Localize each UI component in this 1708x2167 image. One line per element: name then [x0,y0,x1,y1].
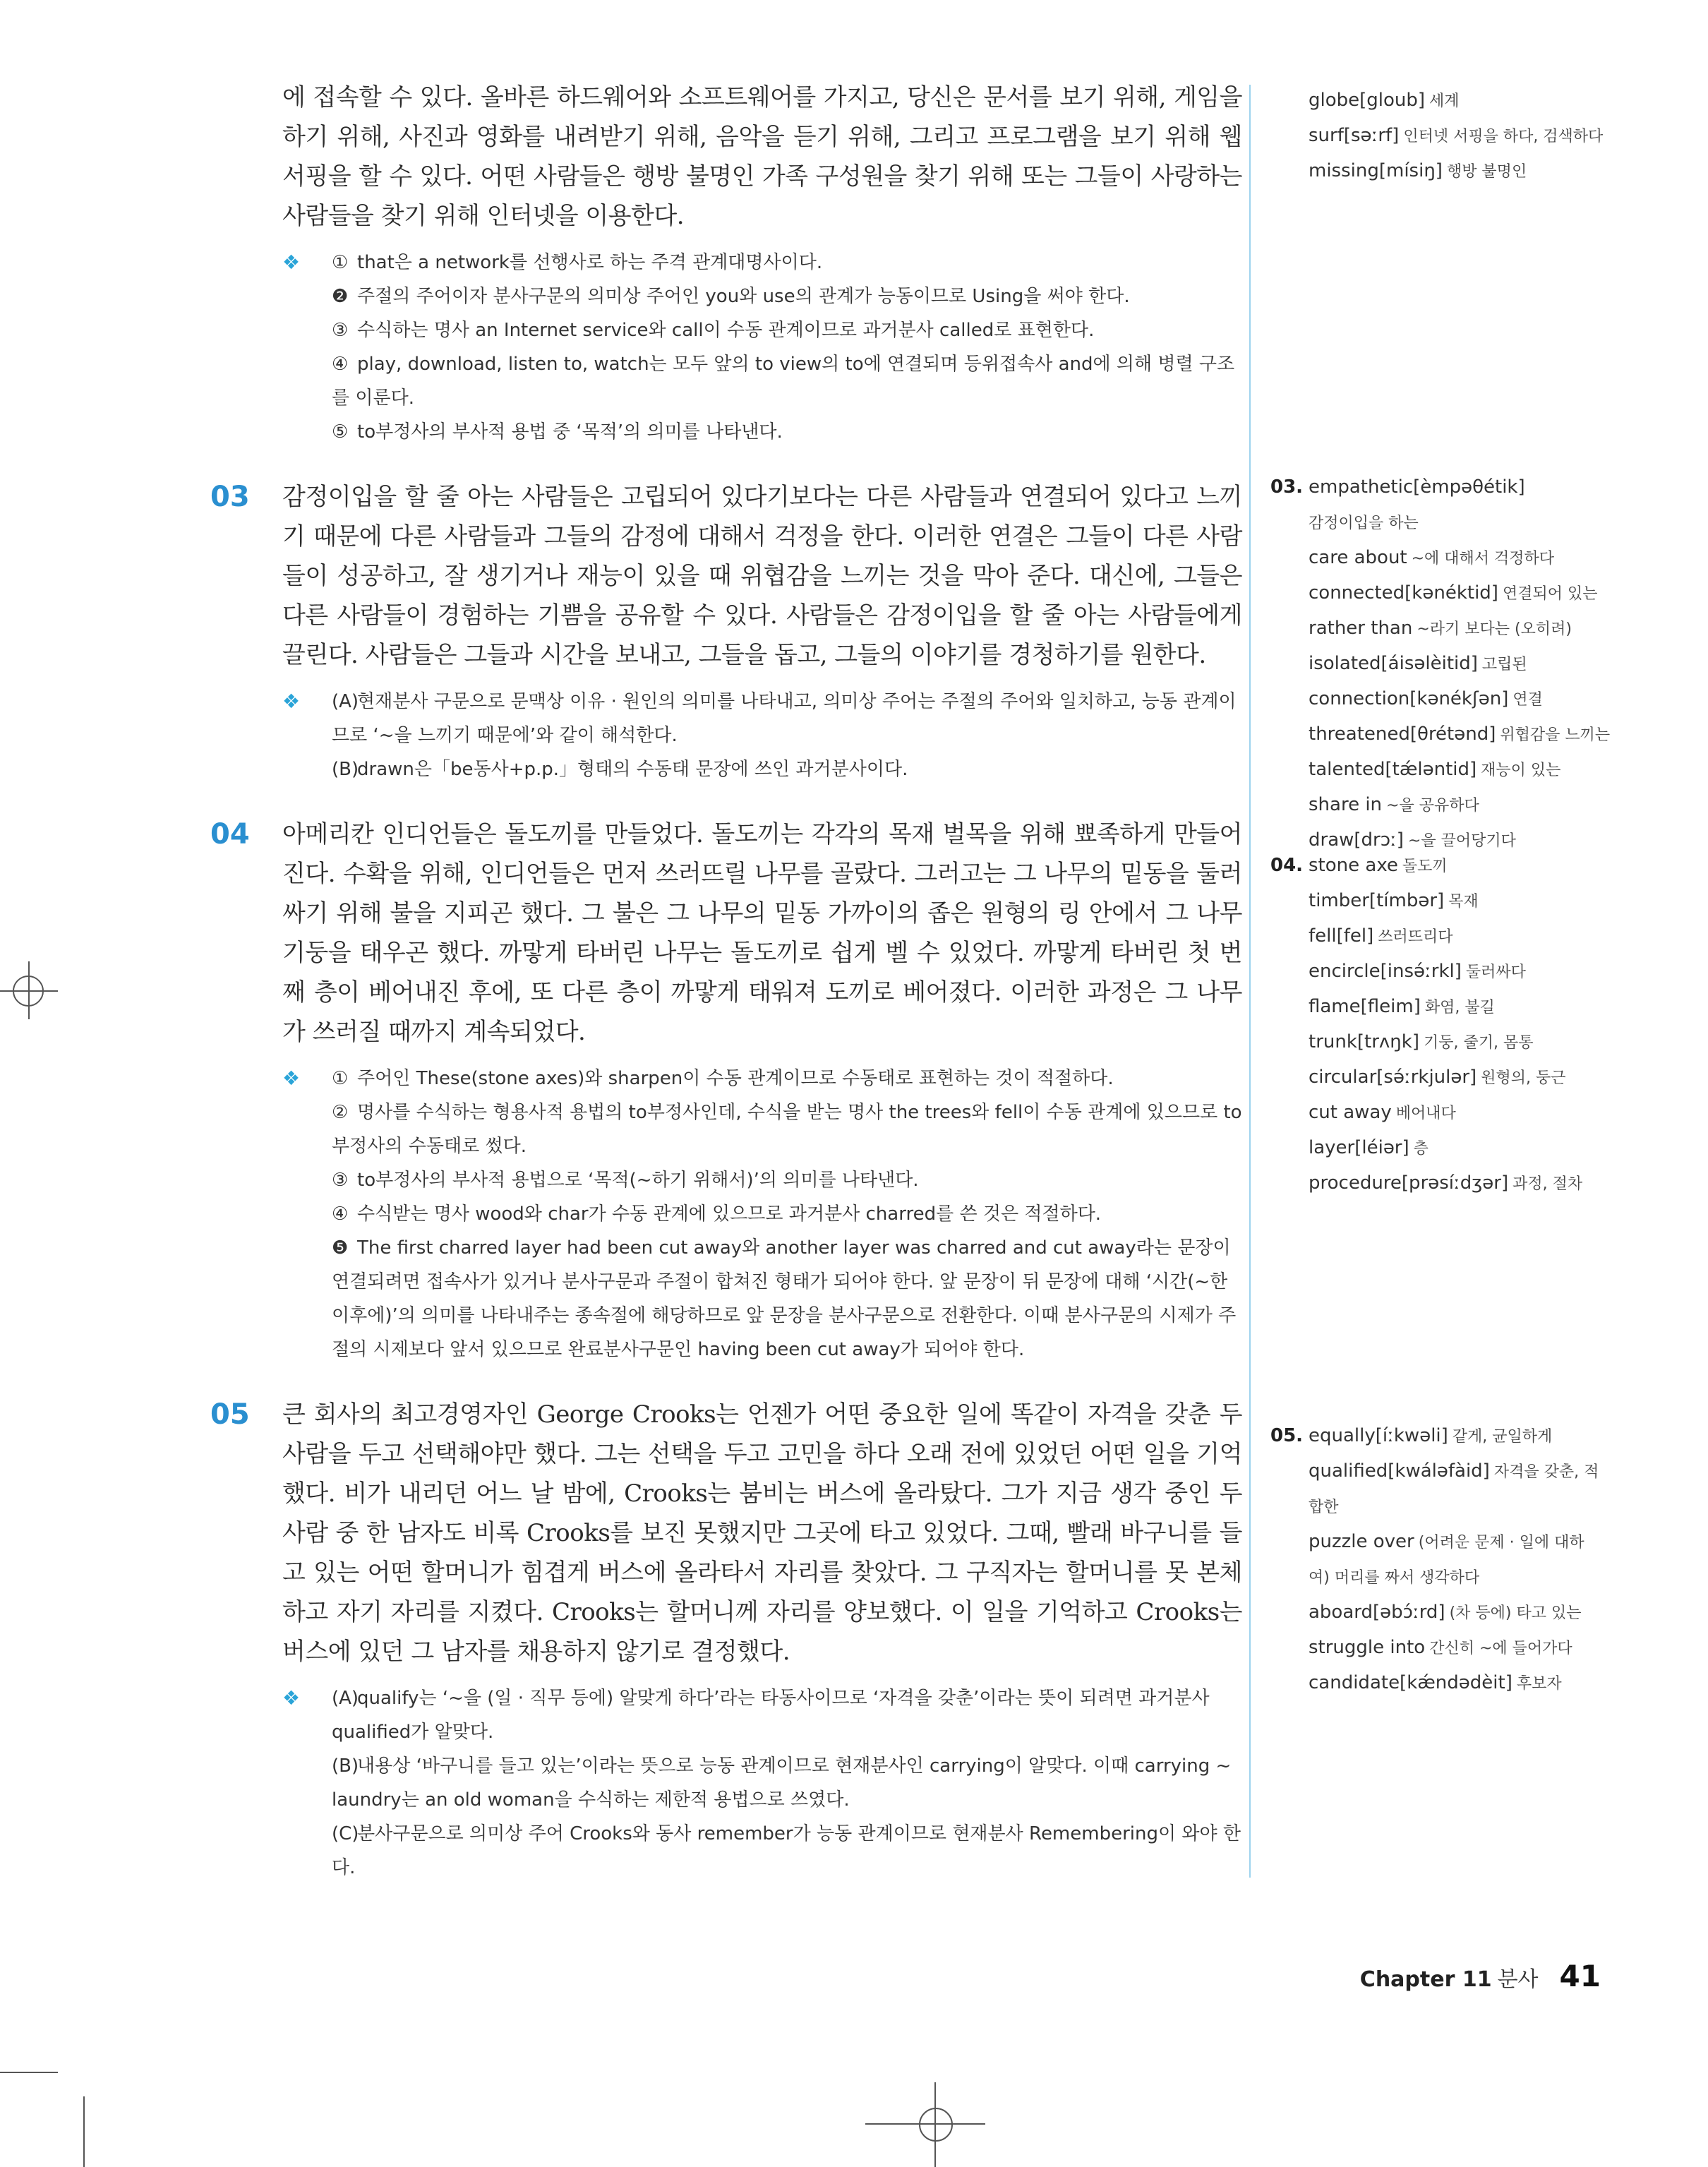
vocab-item: globe[gloub] 세계 [1309,90,1460,111]
note-item: ④ 수식받는 명사 wood와 char가 수동 관계에 있으므로 과거분사 charred를 쓴 것은 적절하다. [332,1203,1102,1225]
note-item: ⑤ to부정사의 부사적 용법 중 ‘목적’의 의미를 나타낸다. [332,421,783,443]
section-05 [210,1395,1242,1885]
note-item: ❷ 주절의 주어이자 분사구문의 의미상 주어인 you와 use의 관계가 능동이므로 Using을 써야 한다. [332,286,1130,307]
note-item: ④ play, download, listen to, watch는 모두 앞의 to view의 to에 연결되며 등위접속사 and에 의해 병렬 구조를 이룬다. [332,354,1235,409]
vocab-item: isolated[áisəlèitid] 고립된 [1309,653,1527,674]
vocab-item: cut away 베어내다 [1309,1102,1456,1123]
column-divider [1249,85,1251,1878]
section-notes [282,1681,1242,1885]
vocab-item: puzzle over (어려운 문제 · 일에 대하 [1309,1531,1584,1552]
crop-mark [0,2072,58,2073]
section-paragraph: 아메리칸 인디언들은 돌도끼를 만들었다. 돌도끼는 각각의 목재 벌목을 위해 뾰족하게 만들어진다. 수확을 위해, 인디언들은 먼저 쓰러뜨릴 나무를 골랐다. 그러고는 그 나무의 밑동을 둘러싸기 위해 불을 지피곤 했다. 그 불은 그 나무의 밑동 가까이의 좁은 원형의 링 안에서 그 나무 기둥을 태우곤 했다. 까맣게 타버린 나무는 돌도끼로 쉽게 벨 수 있었다. 까맣게 타버린 첫 번째 층이 베어내진 후에, 또 다른 층이 까맣게 태워져 도끼로 베어졌다. 이러한 과정은 그 나무가 쓰러질 때까지 계속되었다. [282,820,1242,1046]
vocab-item: timber[tímbər] 목재 [1309,890,1479,911]
main-content [210,78,1242,1885]
section-04 [210,815,1242,1367]
chapter-topic: 분사 [1497,1967,1539,1992]
diamond-bullet-icon: ❖ [282,1686,301,1710]
section-paragraph: 큰 회사의 최고경영자인 George Crooks는 언젠가 어떤 중요한 일에 똑같이 자격을 갖춘 두 사람을 두고 선택해야만 했다. 그는 선택을 두고 고민을 하다 오래 전에 있었던 어떤 일을 기억했다. 비가 내리던 어느 날 밤에, Crooks는 붐비는 버스에 올라탔다. 그가 지금 생각 중인 두 사람 중 한 남자도 비록 Crooks를 보진 못했지만 그곳에 타고 있었다. 그때, 빨래 바구니를 들고 있는 어떤 할머니가 힘겹게 버스에 올라타서 자리를 찾았다. 그 구직자는 할머니를 못 본체하고 자기 자리를 지켰다. Crooks는 할머니께 자리를 양보했다. 이 일을 기억하고 Crooks는 버스에 있던 그 남자를 채용하지 않기로 결정했다. [282,1400,1242,1666]
vocab-item: aboard[əbɔ́ːrd] (차 등에) 타고 있는 [1309,1602,1582,1623]
vocab-item: procedure[prəsíːdʒər] 과정, 절차 [1309,1172,1583,1194]
section-number: 03 [210,481,250,513]
section-paragraph: 감정이입을 할 줄 아는 사람들은 고립되어 있다기보다는 다른 사람들과 연결되어 있다고 느끼기 때문에 다른 사람들과 그들의 감정에 대해서 걱정을 한다. 이러한 연결은 그들이 다른 사람들이 성공하고, 잘 생기거나 재능이 있을 때 위협감을 느끼는 것을 막아 준다. 대신에, 그들은 다른 사람들이 경험하는 기쁨을 공유할 수 있다. 사람들은 감정이입을 할 줄 아는 사람들에게 끌린다. 사람들은 그들과 시간을 보내고, 그들을 돕고, 그들의 이야기를 경청하기를 원한다. [282,483,1242,669]
page-number: 41 [1559,1959,1601,1993]
intro-section [282,78,1242,449]
vocab-item: layer[léiər] 층 [1309,1137,1429,1158]
vocab-intro [1270,83,1603,189]
intro-paragraph: 에 접속할 수 있다. 올바른 하드웨어와 소프트웨어를 가지고, 당신은 문서를 보기 위해, 게임을 하기 위해, 사진과 영화를 내려받기 위해, 음악을 듣기 위해, 그리고 프로그램을 보기 위해 웹서핑을 할 수 있다. 어떤 사람들은 행방 불명인 가족 구성원을 찾기 위해 또는 그들이 사랑하는 사람들을 찾기 위해 인터넷을 이용한다. [282,83,1242,230]
vocab-item: trunk[trʌŋk] 기둥, 줄기, 몸통 [1309,1031,1534,1052]
vocab-item: 감정이입을 하는 [1309,515,1419,532]
vocab-item: rather than ~라기 보다는 (오히려) [1309,618,1572,639]
vocab-item: connected[kənéktid] 연결되어 있는 [1309,582,1598,604]
page-footer [1360,1959,1601,1993]
section-number: 05 [210,1398,250,1431]
vocab-item: 03. empathetic[èmpəθétik] [1270,476,1525,498]
section-number: 04 [210,818,250,851]
vocab-03 [1270,470,1610,858]
chapter-label: Chapter 11 [1359,1967,1492,1992]
vocab-item: circular[sə́ːrkjulər] 원형의, 둥근 [1309,1067,1566,1088]
note-item: (C)분사구문으로 의미상 주어 Crooks와 동사 remember가 능동 관계이므로 현재분사 Remembering이 와야 한다. [332,1823,1241,1878]
note-item: ② 명사를 수식하는 형용사적 용법의 to부정사인데, 수식을 받는 명사 the trees와 fell이 수동 관계에 있으므로 to부정사의 수동태로 썼다. [332,1102,1242,1157]
note-item: (B)내용상 ‘바구니를 들고 있는’이라는 뜻으로 능동 관계이므로 현재분사인 carrying이 알맞다. 이때 carrying ~ laundry는 an old woman을 수식하는 제한적 용법으로 쓰였다. [332,1755,1232,1811]
note-item: ❖ (A)qualify는 ‘~을 (일 · 직무 등에) 알맞게 하다’라는 타동사이므로 ‘자격을 갖춘’이라는 뜻이 되려면 과거분사 qualified가 알맞다. [282,1681,1242,1749]
note-item: ❖ ① 주어인 These(stone axes)와 sharpen이 수동 관계이므로 수동태로 표현하는 것이 적절하다. [282,1062,1242,1095]
vocab-item: connection[kənékʃən] 연결 [1309,688,1543,709]
section-notes [282,1062,1242,1367]
vocab-item: flame[fleim] 화염, 불길 [1309,996,1495,1017]
vocab-item: 04. stone axe 돌도끼 [1270,855,1448,876]
vocab-item: struggle into 간신히 ~에 들어가다 [1309,1637,1572,1658]
intro-notes [282,246,1242,449]
vocab-item: encircle[insə́ːrkl] 둘러싸다 [1309,961,1526,982]
vocab-item: draw[drɔː] ~을 끌어당기다 [1309,829,1516,851]
crop-mark [83,2096,85,2167]
vocab-item: fell[fel] 쓰러뜨리다 [1309,925,1453,947]
vocab-item: 05. equally[íːkwəli] 같게, 균일하게 [1270,1425,1553,1446]
vocab-item: talented[tǽləntid] 재능이 있는 [1309,759,1561,780]
vocab-item: threatened[θrétənd] 위협감을 느끼는 [1309,724,1611,745]
diamond-bullet-icon: ❖ [282,251,301,274]
note-item: (B)drawn은「be동사+p.p.」형태의 수동태 문장에 쓰인 과거분사이다. [332,759,908,780]
note-item: ③ 수식하는 명사 an Internet service와 call이 수동 관계이므로 과거분사 called로 표현한다. [332,320,1095,341]
vocab-item: 여) 머리를 짜서 생각하다 [1309,1569,1480,1587]
registration-mark-icon [919,2108,953,2142]
vocab-item: share in ~을 공유하다 [1309,794,1479,815]
note-item: ❖ (A)현재분사 구문으로 문맥상 이유 · 원인의 의미를 나타내고, 의미상 주어는 주절의 주어와 일치하고, 능동 관계이므로 ‘~을 느끼기 때문에’와 같이 해석한다. [282,685,1242,752]
diamond-bullet-icon: ❖ [282,690,301,713]
vocab-item: surf[səːrf] 인터넷 서핑을 하다, 검색하다 [1309,125,1604,146]
diamond-bullet-icon: ❖ [282,1067,301,1090]
vocab-item: candidate[kǽndədèit] 후보자 [1309,1672,1562,1693]
vocab-04 [1270,848,1582,1201]
note-item: ❖ ① that은 a network를 선행사로 하는 주격 관계대명사이다. [282,246,1242,280]
note-item: ❺ The first charred layer had been cut away와 another layer was charred and cut away라는 문장이 연결되려면 접속사가 있거나 분사구문과 주절이 합쳐진 형태가 되어야 한다. 앞 문장이 뒤 문장에 대해 ‘시간(~한 이후에)’의 의미를 나타내주는 종속절에 해당하므로 앞 문장을 분사구문으로 전환한다. 이때 분사구문의 시제가 주절의 시제보다 앞서 있으므로 완료분사구문인 having been cut away가 되어야 한다. [332,1237,1237,1360]
vocab-05 [1270,1419,1599,1701]
section-notes [282,685,1242,786]
vocab-item: 합한 [1309,1499,1339,1516]
vocab-item: missing[mísiŋ] 행방 불명인 [1309,160,1527,181]
vocab-item: qualified[kwáləfàid] 자격을 갖춘, 적 [1309,1460,1599,1482]
section-03 [210,477,1242,786]
vocab-item: care about ~에 대해서 걱정하다 [1309,547,1555,568]
registration-mark-icon [13,976,44,1007]
note-item: ③ to부정사의 부사적 용법으로 ‘목적(~하기 위해서)’의 의미를 나타낸다. [332,1170,919,1191]
